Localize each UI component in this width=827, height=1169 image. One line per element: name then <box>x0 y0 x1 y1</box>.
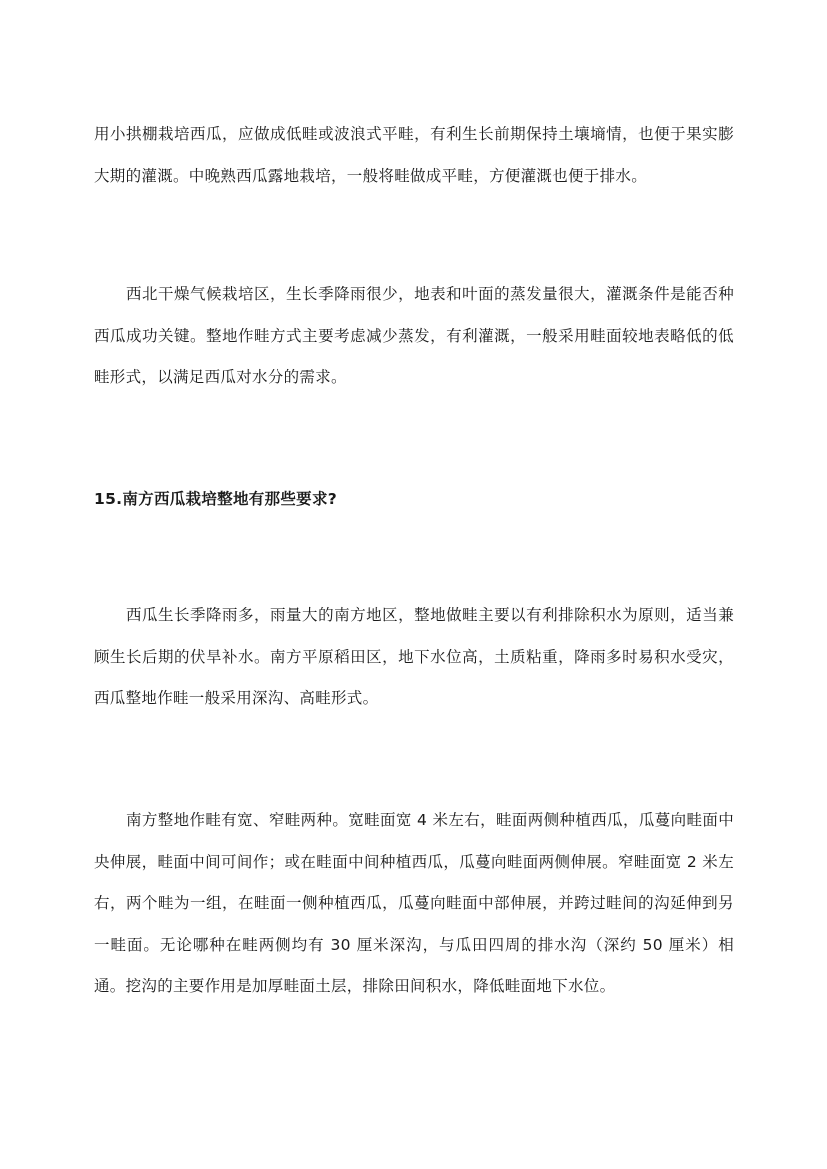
paragraph-wide-narrow-beds <box>94 800 734 1008</box>
paragraph-small-tunnel-cultivation <box>94 114 734 197</box>
heading-text: 15.南方西瓜栽培整地有那些要求? <box>94 490 338 508</box>
paragraph-southern-rainy-region <box>94 595 734 720</box>
paragraph-text: 用小拱棚栽培西瓜，应做成低畦或波浪式平畦，有利生长前期保持土壤墒情，也便于果实膨大期的灌溉。中晚熟西瓜露地栽培，一般将畦做成平畦，方便灌溉也便于排水。 <box>94 125 734 185</box>
paragraph-northwest-dry-region <box>94 274 734 399</box>
section-heading <box>94 479 734 521</box>
paragraph-text: 南方整地作畦有宽、窄畦两种。宽畦面宽 4 米左右，畦面两侧种植西瓜，瓜蔓向畦面中央伸展，畦面中间可间作；或在畦面中间种植西瓜，瓜蔓向畦面两侧伸展。窄畦面宽 2 米左右，两个畦为一组，在畦面一侧种植西瓜，瓜蔓向畦面中部伸展，并跨过畦间的沟延伸到另一畦面。无论哪种在畦两侧均有 30 厘米深沟，与瓜田四周的排水沟（深约 50 厘米）相通。挖沟的主要作用是加厚畦面土层，排除田间积水，降低畦面地下水位。 <box>94 811 734 995</box>
paragraph-text: 西瓜生长季降雨多，雨量大的南方地区，整地做畦主要以有利排除积水为原则，适当兼顾生长后期的伏旱补水。南方平原稻田区，地下水位高，土质粘重，降雨多时易积水受灾，西瓜整地作畦一般采用深沟、高畦形式。 <box>94 606 734 707</box>
paragraph-text: 西北干燥气候栽培区，生长季降雨很少，地表和叶面的蒸发量很大，灌溉条件是能否种西瓜成功关键。整地作畦方式主要考虑减少蒸发，有利灌溉，一般采用畦面较地表略低的低畦形式，以满足西瓜对水分的需求。 <box>94 285 734 386</box>
